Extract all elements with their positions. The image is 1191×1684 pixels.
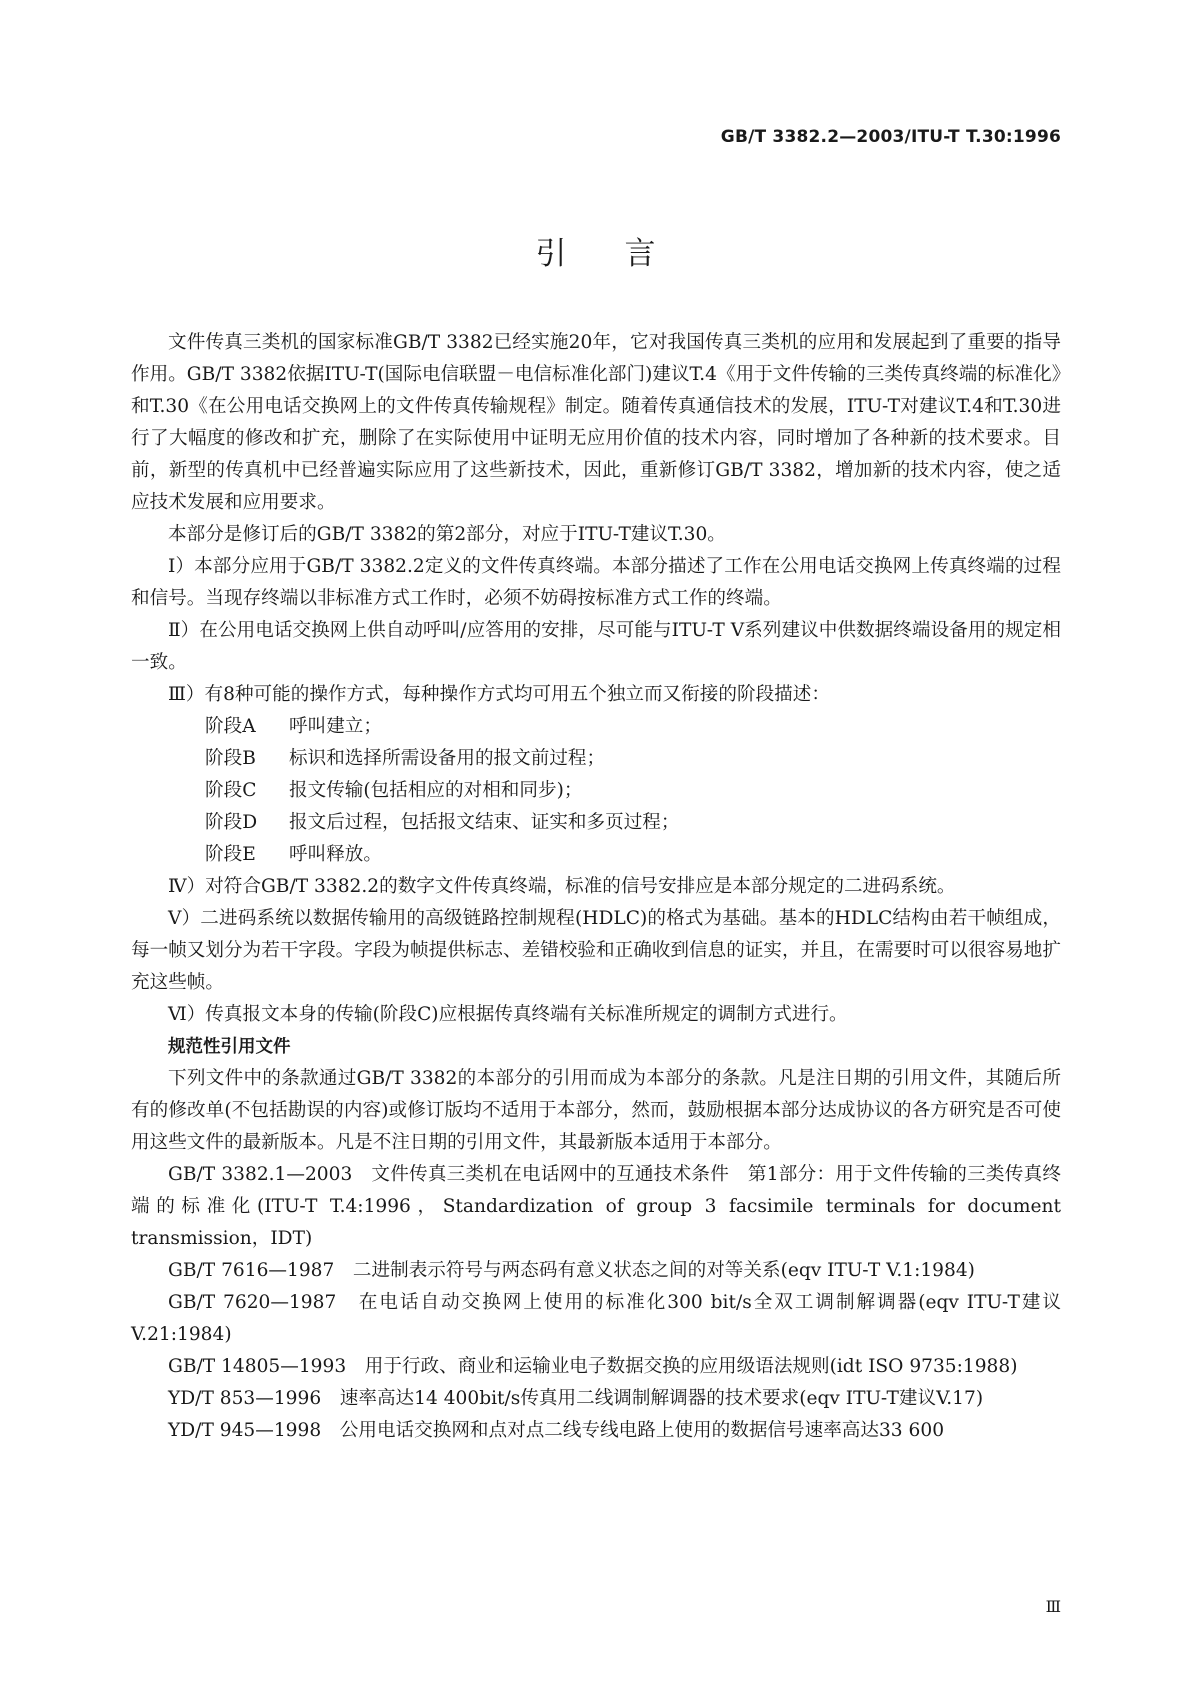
scope-paragraph: 本部分是修订后的GB/T 3382的第2部分，对应于ITU-T建议T.30。 [168, 524, 726, 545]
stage-label: 阶段E [205, 844, 256, 865]
intro-paragraph: 文件传真三类机的国家标准GB/T 3382已经实施20年，它对我国传真三类机的应用和发展起到了重要的指导作用。GB/T 3382依据ITU-T(国际电信联盟－电信标准化部门)建议T.4《用于文件传输的三类传真终端的标准化》和T.30《在公用电话交换网上的文件传真传输规程》制定。随着传真通信技术的发展，ITU-T对建议T.4和T.30进行了大幅度的修改和扩充，删除了在实际使用中证明无应用价值的技术内容，同时增加了各种新的技术要求。目前，新型的传真机中已经普遍实际应用了这些新技术，因此，重新修订GB/T 3382，增加新的技术内容，使之适应技术发展和应用要求。 [131, 332, 1061, 513]
reference-entry: GB/T 7620—1987 在电话自动交换网上使用的标准化300 bit/s全双工调制解调器(eqv ITU-T建议V.21:1984) [131, 1292, 1061, 1345]
reference-entry: YD/T 945—1998 公用电话交换网和点对点二线专线电路上使用的数据信号速率高达33 600 [168, 1420, 945, 1441]
list-item-6: Ⅵ）传真报文本身的传输(阶段C)应根据传真终端有关标准所规定的调制方式进行。 [168, 1004, 848, 1025]
stage-item [131, 775, 1061, 807]
normative-references-intro: 下列文件中的条款通过GB/T 3382的本部分的引用而成为本部分的条款。凡是注日期的引用文件，其随后所有的修改单(不包括勘误的内容)或修订版均不适用于本部分，然而，鼓励根据本部分达成协议的各方研究是否可使用这些文件的最新版本。凡是不注日期的引用文件，其最新版本适用于本部分。 [131, 1068, 1061, 1153]
page-number: Ⅲ [1045, 1597, 1061, 1616]
stage-item [131, 807, 1061, 839]
standard-code-header: GB/T 3382.2—2003/ITU-T T.30:1996 [720, 127, 1061, 147]
normative-references-heading: 规范性引用文件 [168, 1037, 291, 1057]
stage-label: 阶段A [205, 716, 256, 737]
list-item-3: Ⅲ）有8种可能的操作方式，每种操作方式均可用五个独立而又衔接的阶段描述： [168, 684, 830, 705]
list-item-2: Ⅱ）在公用电话交换网上供自动呼叫/应答用的安排，尽可能与ITU-T V系列建议中供数据终端设备用的规定相一致。 [131, 620, 1061, 673]
page-title: 引言 [535, 236, 714, 272]
reference-entry: YD/T 853—1996 速率高达14 400bit/s传真用二线调制解调器的技术要求(eqv ITU-T建议V.17) [168, 1388, 984, 1409]
stage-text: 呼叫释放。 [289, 844, 382, 865]
stage-item [131, 743, 1061, 775]
stage-label: 阶段B [205, 748, 256, 769]
stage-text: 呼叫建立； [289, 716, 382, 737]
list-item-4: Ⅳ）对符合GB/T 3382.2的数字文件传真终端，标准的信号安排应是本部分规定的二进码系统。 [168, 876, 956, 897]
stage-item [131, 711, 1061, 743]
reference-entry: GB/T 7616—1987 二进制表示符号与两态码有意义状态之间的对等关系(eqv ITU-T V.1:1984) [168, 1260, 975, 1281]
stage-item [131, 839, 1061, 871]
reference-entry: GB/T 3382.1—2003 文件传真三类机在电话网中的互通技术条件 第1部分：用于文件传输的三类传真终端的标准化(ITU-T T.4:1996，Standardization of group 3 facsimile terminals for document transmission，IDT) [131, 1164, 1061, 1249]
stage-label: 阶段C [205, 780, 257, 801]
reference-entry: GB/T 14805—1993 用于行政、商业和运输业电子数据交换的应用级语法规则(idt ISO 9735:1988) [168, 1356, 1018, 1377]
stage-text: 报文后过程，包括报文结束、证实和多页过程； [289, 812, 680, 833]
stage-text: 报文传输(包括相应的对相和同步)； [289, 780, 583, 801]
stage-text: 标识和选择所需设备用的报文前过程； [289, 748, 606, 769]
stage-label: 阶段D [205, 812, 258, 833]
list-item-1: Ⅰ）本部分应用于GB/T 3382.2定义的文件传真终端。本部分描述了工作在公用电话交换网上传真终端的过程和信号。当现存终端以非标准方式工作时，必须不妨碍按标准方式工作的终端。 [131, 556, 1061, 609]
list-item-5: Ⅴ）二进码系统以数据传输用的高级链路控制规程(HDLC)的格式为基础。基本的HDLC结构由若干帧组成，每一帧又划分为若干字段。字段为帧提供标志、差错校验和正确收到信息的证实，并且，在需要时可以很容易地扩充这些帧。 [131, 908, 1061, 993]
document-body [131, 327, 1061, 1447]
